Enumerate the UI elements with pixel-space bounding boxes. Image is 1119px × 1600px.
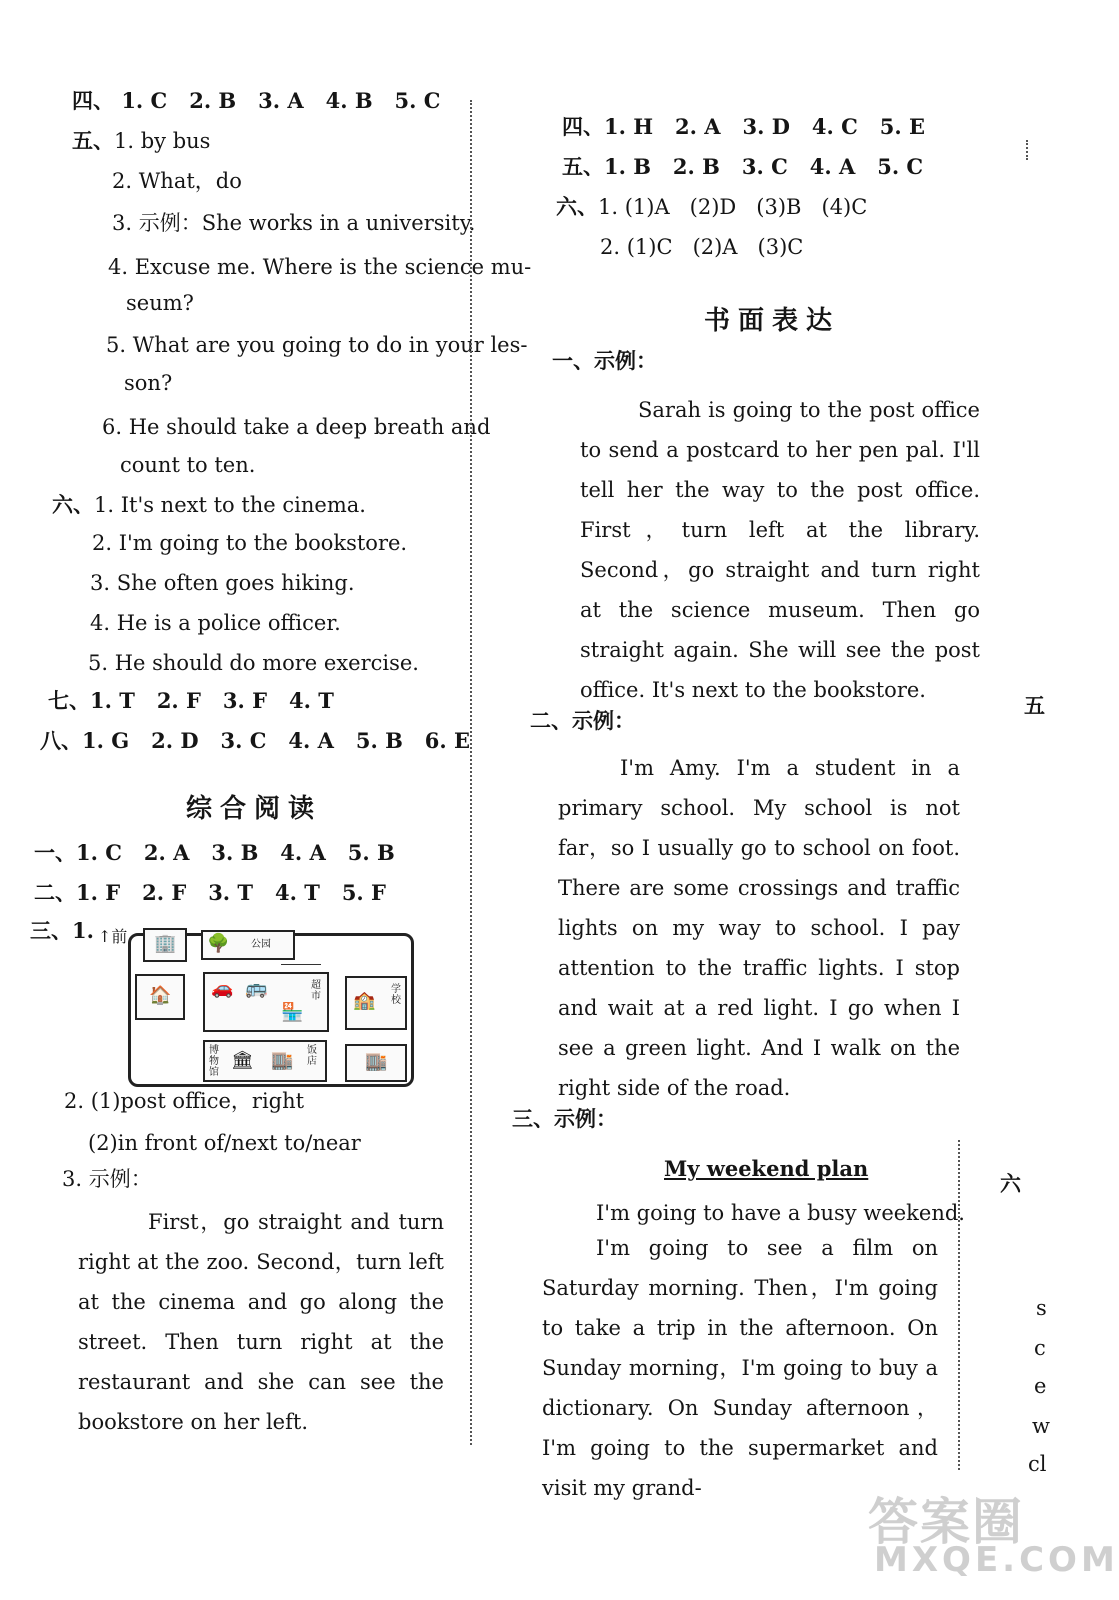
essay-opening: I'm going to have a busy weekend. — [596, 1201, 965, 1225]
writing-label-3: 三、示例： — [512, 1106, 617, 1131]
answer-line: 4. Excuse me. Where is the science mu- — [108, 255, 532, 279]
answer-line: 5. What are you going to do in your les- — [106, 333, 528, 357]
building-icon: 🏢 — [154, 933, 177, 954]
section-6-right-2: 2. (1)C (2)A (3)C — [600, 235, 804, 259]
essay-paragraph: I'm going to see a film on Saturday morning. Then，I'm going to take a trip in the afternoon. On Sunday morning，I'm going to buy a dictionary. On Sunday afternoon，I'm going to the supermarket and visit my grand- — [542, 1236, 938, 1500]
essay-title: My weekend plan — [664, 1156, 869, 1181]
store-icon: 🏬 — [271, 1050, 294, 1071]
shops-block — [203, 972, 329, 1032]
writing-label-1: 一、示例： — [552, 348, 657, 373]
reading-section-1: 一、1. C 2. A 3. B 4. A 5. B — [34, 840, 395, 865]
answer-line: 4. He is a police officer. — [90, 611, 341, 635]
edge-letter: s — [1036, 1296, 1047, 1320]
car-icon: 🚗 — [211, 978, 234, 999]
north-arrow: ↑前 — [98, 927, 128, 946]
edge-letter: cl — [1028, 1452, 1047, 1476]
section-5-right: 五、1. B 2. B 3. C 4. A 5. C — [562, 154, 924, 179]
section-4-right: 四、1. H 2. A 3. D 4. C 5. E — [562, 114, 926, 139]
answer-line: 6. He should take a deep breath and — [102, 415, 491, 439]
shop-icon: 🏪 — [281, 1002, 304, 1023]
museum-label: 博物馆 — [209, 1045, 219, 1078]
street-map-figure — [128, 933, 414, 1087]
park-block — [201, 930, 295, 960]
watermark-logo: 答案圈 — [868, 1493, 1024, 1551]
edge-section-label: 五 — [1024, 693, 1045, 718]
building-block — [143, 928, 187, 962]
answer-line: 2. (1)post office，right — [64, 1089, 305, 1113]
house-icon: 🏠 — [149, 985, 172, 1006]
building-block — [345, 1044, 407, 1082]
answer-line: 2. I'm going to the bookstore. — [92, 531, 408, 555]
answer-line: 5. He should do more exercise. — [88, 651, 419, 675]
section-8-left: 八、1. G 2. D 3. C 4. A 5. B 6. E — [40, 728, 471, 753]
building-icon: 🏬 — [365, 1051, 388, 1072]
writing-heading: 书面表达 — [704, 306, 841, 336]
edge-letter: e — [1034, 1374, 1047, 1398]
section-7-left: 七、1. T 2. F 3. F 4. T — [48, 688, 334, 713]
writing-label-2: 二、示例： — [530, 708, 635, 733]
tree-icon: 🌳 — [207, 933, 230, 954]
answer-line: count to ten. — [120, 453, 256, 477]
bus-icon: 🚌 — [245, 978, 268, 999]
watermark-url: MXQE.COM — [874, 1540, 1119, 1580]
school-block — [345, 976, 407, 1030]
reading-heading: 综合阅读 — [186, 794, 323, 824]
answer-line: 3. 示例： — [62, 1167, 152, 1191]
museum-block — [203, 1040, 327, 1082]
answer-line: 3. 示例：She works in a university. — [112, 211, 476, 235]
reading-section-2: 二、1. F 2. F 3. T 4. T 5. F — [34, 880, 386, 905]
house-block — [135, 974, 185, 1020]
answer-line: seum? — [126, 291, 194, 315]
column-divider-edge — [1026, 140, 1028, 160]
column-divider-right — [958, 1140, 960, 1470]
example-paragraph: First，go straight and turn right at the zoo. Second，turn left at the cinema and go along the street. Then turn right at the restaurant and she can see the bookstore on her left. — [78, 1210, 444, 1434]
supermarket-label: 超市 — [311, 980, 321, 1002]
section-5-left-1: 五、1. by bus — [72, 128, 211, 153]
museum-icon: 🏛 — [231, 1050, 254, 1071]
edge-letter: c — [1034, 1336, 1046, 1360]
column-divider — [470, 100, 472, 1445]
edge-section-label: 六 — [1000, 1171, 1021, 1196]
answer-line: 3. She often goes hiking. — [90, 571, 355, 595]
hotel-label: 饭店 — [307, 1045, 317, 1067]
reading-section-3: 三、1. — [30, 918, 94, 943]
answer-line: 2. What，do — [112, 169, 242, 193]
school-icon: 🏫 — [353, 990, 376, 1011]
edge-letter: w — [1032, 1414, 1050, 1438]
section-4-left: 四、 1. C 2. B 3. A 4. B 5. C — [72, 88, 441, 113]
section-6-right-1: 六、1. (1)A (2)D (3)B (4)C — [556, 194, 868, 219]
writing-paragraph-1: Sarah is going to the post office to send a postcard to her pen pal. I'll tell her the way to the post office. First，turn left at the library. Second，go straight and turn right at the science museum. Then go straight again. She will see the post office. It's next to the bookstore. — [580, 398, 980, 702]
answer-line: (2)in front of/next to/near — [88, 1131, 361, 1155]
route-line — [281, 964, 321, 965]
writing-paragraph-2: I'm Amy. I'm a student in a primary school. My school is not far，so I usually go to school on foot. There are some crossings and traffic lights on my way to school. I pay attention to the traffic lights. I stop and wait at a red light. I go when I see a green light. And I walk on the right side of the road. — [558, 756, 960, 1100]
answer-line: son? — [124, 371, 173, 395]
section-6-left-1: 六、1. It's next to the cinema. — [52, 492, 366, 517]
school-label: 学校 — [391, 984, 401, 1006]
park-label: 公园 — [251, 939, 271, 950]
